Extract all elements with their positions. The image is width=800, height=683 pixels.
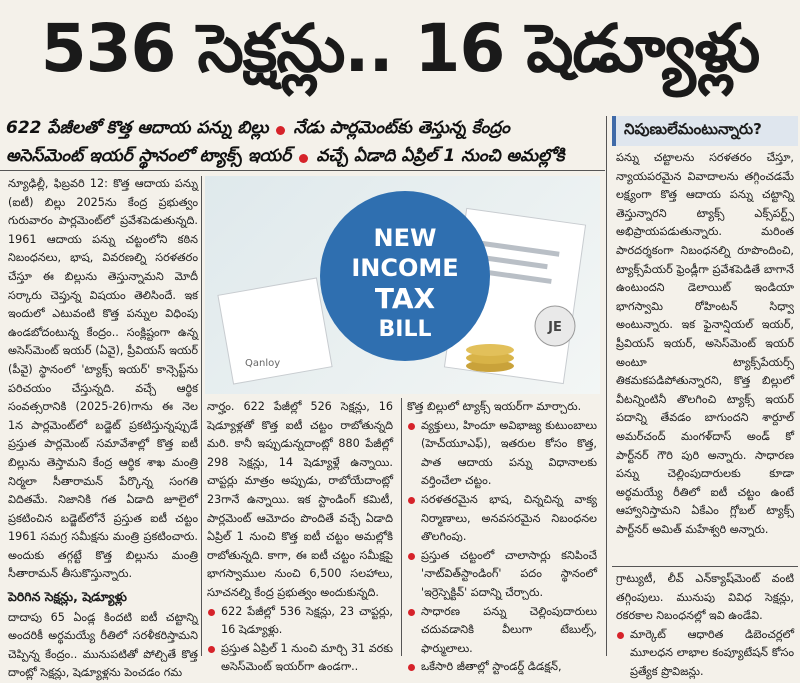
article-body-3: కొత్త బిల్లులో ట్యాక్స్ ఇయర్‌గా మార్చారు. xyxy=(407,400,582,413)
divider xyxy=(0,170,605,171)
article-body-2: నార్హం. 622 పేజీల్లో 526 సెక్షన్లు, 16 షెడ్యూళ్లతో కొత్త ఐటీ చట్టం రాబోతున్నది మరి. కానీ ఇప్పుడున్నదాంట్లో 880 పేజీల్లో 298 సెక్షన్లు, 14 షెడ్యూళ్లే ఉన్నాయి. చాప్టర్లు మాత్రం అప్పుడు, రాబోయేదాంట్లో 23గానే ఉన్నాయి. ఇక స్టాండింగ్ కమిటీ, పార్లమెంట్ ఆమోదం పొందితే వచ్చే ఏడాది ఏప్రిల్ 1 నుంచి కొత్త ఐటీ చట్టం అమల్లోకి రాబోతున్నది. కాగా, ఈ ఐటీ చట్టం సమీక్షపై భాగస్వాముల నుంచి 6,500 సలహాలు, సూచనల్ని కేంద్ర ప్రభుత్వం అందుకున్నది. xyxy=(207,400,393,599)
list-item: ఒకేసారి జీతాల్లో స్టాండర్డ్ డిడక్షన్, xyxy=(407,658,597,677)
list-item: ప్రస్తుత చట్టంలో చాలాసార్లు కనిపించే 'నాట్‌విత్‌స్టాండింగ్' పదం స్థానంలో 'ఇర్రెస్పెక్టివ్' పదాన్ని చేర్చారు. xyxy=(407,547,597,603)
sidebar-title: నిపుణులేమంటున్నారు? xyxy=(612,116,798,146)
article-body-1: న్యూఢిల్లీ, ఫిబ్రవరి 12: కొత్త ఆదాయ పన్ను (ఐటీ) బిల్లు 2025ను కేంద్ర ప్రభుత్వం గురువారం పార్లమెంట్‌లో ప్రవేశపెడుతున్నది. 1961 ఆదాయ పన్ను చట్టంలోని కఠిన నిబంధనలు, భాష, వివరణల్ని సరళతరం చేస్తూ ఈ బిల్లును తెస్తున్నామని మోదీ సర్కారు చెప్తున్న విషయం తెలిసిందే. ఇక ఇందులో ఎటువంటి కొత్త పన్నుల విధింపు ఉండబోదంటున్న కేంద్రం.. సంక్లిష్టంగా ఉన్న అసెస్‌మెంట్ ఇయర్ (ఏవై), ప్రీవియస్ ఇయర్ (పీవై) స్థానంలో 'ట్యాక్స్ ఇయర్' కాన్సెప్ట్‌ను పరిచయం చేస్తున్నది. వచ్చే ఆర్థిక సంవత్సరానికి (2025-26)గాను ఈ నెల 1న పార్లమెంట్‌లో బడ్జెట్ ప్రకటిస్తున్నప్పుడే ప్రస్తుత పార్లమెంట్ సమావేశాల్లో కొత్త ఐటీ బిల్లును తెస్తామని కేంద్ర ఆర్థిక శాఖ మంత్రి నిర్మలా సీతారామన్ పేర్కొన్న సంగతి విదితమే. నిజానికి గత ఏడాది జూలైలో ప్రకటించిన బడ్జెట్‌లోనే ప్రస్తుత ఐటీ చట్టం 1961 సమగ్ర సమీక్షను మంత్రి ప్రకటించారు. అందుకు తగ్గట్టే కొత్త బిల్లును మంత్రి సీతారామన్ తీసుకొస్తున్నారు. xyxy=(8,177,198,581)
subhead-2 xyxy=(6,144,606,172)
stamp-label: JE xyxy=(548,320,562,335)
divider xyxy=(612,566,798,567)
article-column-3 xyxy=(407,398,597,677)
subhead-1b: నేడు పార్లమెంట్‌కు తెస్తున్న కేంద్రం xyxy=(293,118,510,138)
list-item: 622 పేజీల్లో 536 సెక్షన్లు, 23 చాప్టర్లు, 16 షెడ్యూళ్లు. xyxy=(207,603,393,640)
list-item: మార్కెట్ ఆధారిత డిబెంచర్లలో మూలధన లాభాల కంప్యూటేషన్ కోసం ప్రత్యేక ప్రొవిజన్లు. xyxy=(616,626,794,682)
subhead-2b: వచ్చే ఏడాది ఏప్రిల్ 1 నుంచి అమల్లోకి xyxy=(316,146,565,166)
bullet-dot xyxy=(299,154,308,163)
badge-line-3: TAX xyxy=(374,282,436,315)
badge-line-1: NEW xyxy=(373,224,437,252)
list-item: ప్రస్తుత ఏప్రిల్ 1 నుంచి మార్చి 31 వరకు అసెస్‌మెంట్ ఇయర్‌గా ఉండగా.. xyxy=(207,640,393,677)
badge-line-2: INCOME xyxy=(351,254,459,282)
bullet-dot xyxy=(276,126,285,135)
column-divider xyxy=(401,398,402,656)
illustration-svg xyxy=(205,176,600,394)
list-item: సరళతరమైన భాష, చిన్నచిన్న వాక్య నిర్మాణాలు, అనవసరమైన నిబంధనల తొలగింపు. xyxy=(407,491,597,547)
continuation-text: గ్రాట్యుటీ, లీవ్ ఎన్‌క్యాష్‌మెంట్ వంటి తగ్గింపులు. మునుపు వివిధ సెక్షన్లు, రకరకాల నిబంధనల్లో ఇవి ఉండేవి. xyxy=(616,572,794,623)
subhead-1a: 622 పేజీలతో కొత్త ఆదాయ పన్ను బిల్లు xyxy=(6,118,269,138)
sidebar-body xyxy=(616,149,794,539)
section-title: పెరిగిన సెక్షన్లు, షెడ్యూళ్లు xyxy=(8,589,127,605)
book-label: Qanloy xyxy=(245,358,281,369)
column-divider xyxy=(201,176,202,656)
column-divider xyxy=(606,116,607,656)
subhead-1 xyxy=(6,116,606,144)
sidebar-continuation xyxy=(616,570,794,682)
tax-bill-illustration xyxy=(205,176,600,394)
article-column-2 xyxy=(207,398,393,677)
badge-line-4: BILL xyxy=(378,317,432,342)
list-item: వ్యక్తులు, హిందూ అవిభాజ్య కుటుంబాలు (హెచ్‌యూఎఫ్), ఇతరుల కోసం కొత్త, పాత ఆదాయ పన్ను విధానాలకు వర్తించేలా చట్టం. xyxy=(407,417,597,491)
list-item: సాధారణ పన్ను చెల్లింపుదారులు చదువడానికి వీలుగా టేబుల్స్, ఫార్ములాలు. xyxy=(407,603,597,659)
subhead-2a: అసెస్‌మెంట్ ఇయర్ స్థానంలో ట్యాక్స్ ఇయర్ xyxy=(6,146,292,166)
coin-stack-icon xyxy=(466,344,514,356)
headline: 536 సెక్షన్లు.. 16 షెడ్యూళ్లు xyxy=(40,9,760,87)
subheads xyxy=(6,116,606,172)
section-body: దాదాపు 65 ఏండ్ల కిందటి ఐటీ చట్టాన్ని అందరికీ అర్థమయ్యే రీతిలో సరళీకరిస్తామని చెప్పిన్న కేంద్రం.. మునుపటితో పోల్చితే కొత్త దాంట్లో సెక్షన్లు, షెడ్యూళ్లను పెంచడం గమ xyxy=(8,610,198,680)
article-column-1 xyxy=(8,175,198,683)
sidebar-text: పన్ను చట్టాలను సరళతరం చేస్తూ, న్యాయపరమైన వివాదాలను తగ్గించడమే లక్ష్యంగా కొత్త ఆదాయ పన్ను చట్టాన్ని తెస్తున్నారని ట్యాక్స్ ఎక్స్‌పర్ట్స్ అభిప్రాయపడుతున్నారు. మరింత పారదర్శకంగా నిబంధనల్ని రూపొందించి, ట్యాక్స్‌పేయర్ ఫ్రెండ్లీగా ప్రవేశపెడితే బాగానే ఉంటుందని డెలాయిట్ ఇండియా భాగస్వామి రోహింటన్ సిధ్వా అంటున్నారు. ఇక ఫైనాన్షియల్ ఇయర్, ప్రీవియస్ ఇయర్, అసెస్‌మెంట్ ఇయర్ అంటూ ట్యాక్స్‌పేయర్స్‌ తికమకపడిపోతున్నారని, కొత్త బిల్లులో వీటన్నింటినీ తొలగించి ట్యాక్స్ ఇయర్ పదాన్ని తేవడం బాగుందని శార్దూల్ అమర్‌చంద్ మంగళ్‌దాస్ అండ్ కో పార్ట్‌నర్ గౌరి పురి అన్నారు. సాధారణ పన్ను చెల్లింపుదారులకు కూడా అర్థమయ్యే రీతిలో ఐటీ చట్టం ఉంటే ఆహ్వానిస్తామని ఏకేఎం గ్లోబల్ ట్యాక్స్ పార్ట్‌నర్ అమిత్ మహేశ్వరి అన్నారు. xyxy=(616,151,794,536)
